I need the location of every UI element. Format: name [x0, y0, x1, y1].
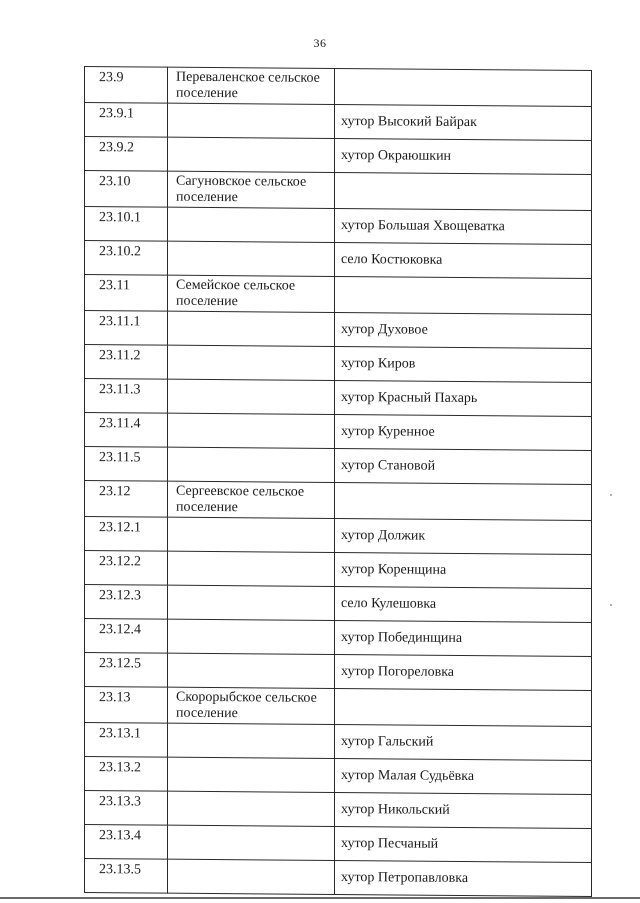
row-settlement-cell: хутор Коренщина	[335, 552, 592, 588]
row-municipality-cell	[168, 241, 335, 276]
row-municipality-cell	[168, 517, 335, 552]
table-row-settlement-group	[85, 171, 592, 211]
table-row-settlement	[85, 585, 592, 623]
table-row-settlement	[85, 103, 592, 141]
row-code-cell: 23.9.1	[85, 103, 168, 138]
table-row-settlement	[85, 311, 592, 349]
row-municipality-cell	[168, 103, 335, 138]
row-code-cell: 23.10.1	[85, 207, 168, 242]
table-row-settlement	[85, 825, 592, 863]
row-municipality-cell: Сагуновское сельское поселение	[168, 171, 335, 208]
row-settlement-cell: хутор Куренное	[335, 414, 592, 450]
row-code-cell: 23.13.5	[85, 859, 168, 894]
row-code-cell: 23.11.2	[85, 345, 168, 380]
table-row-settlement	[85, 619, 592, 657]
row-code-cell: 23.10	[85, 171, 168, 208]
row-code-cell: 23.11.5	[85, 447, 168, 482]
row-municipality-cell: Семейское сельское поселение	[168, 275, 335, 312]
row-settlement-cell: село Костюковка	[335, 242, 592, 278]
settlement-table-container	[84, 66, 592, 897]
row-code-cell: 23.11	[85, 275, 168, 312]
row-code-cell: 23.12.1	[85, 517, 168, 552]
row-settlement-cell	[335, 688, 592, 726]
table-row-settlement	[85, 517, 592, 555]
row-municipality-cell	[168, 859, 335, 894]
row-code-cell: 23.11.4	[85, 413, 168, 448]
page-number: 36	[313, 36, 327, 50]
row-settlement-cell: хутор Погореловка	[335, 654, 592, 690]
row-settlement-cell	[335, 482, 592, 520]
row-municipality-cell: Переваленское сельское поселение	[168, 67, 335, 104]
row-municipality-cell	[168, 447, 335, 482]
table-row-settlement	[85, 207, 592, 245]
row-settlement-cell: хутор Духовое	[335, 312, 592, 348]
table-row-settlement	[85, 859, 592, 897]
row-code-cell: 23.12.2	[85, 551, 168, 586]
row-municipality-cell	[168, 551, 335, 586]
row-municipality-cell	[168, 311, 335, 346]
row-settlement-cell: хутор Малая Судьёвка	[335, 758, 592, 794]
table-row-settlement	[85, 723, 592, 761]
row-settlement-cell: хутор Окраюшкин	[335, 138, 592, 174]
row-settlement-cell	[335, 172, 592, 210]
row-municipality-cell	[168, 345, 335, 380]
row-municipality-cell	[168, 413, 335, 448]
row-municipality-cell	[168, 757, 335, 792]
row-municipality-cell	[168, 723, 335, 758]
table-row-settlement	[85, 551, 592, 589]
row-code-cell: 23.12.3	[85, 585, 168, 620]
row-municipality-cell	[168, 825, 335, 860]
row-code-cell: 23.11.3	[85, 379, 168, 414]
row-settlement-cell	[335, 68, 592, 106]
row-code-cell: 23.13.4	[85, 825, 168, 860]
table-row-settlement	[85, 653, 592, 691]
row-municipality-cell	[168, 379, 335, 414]
row-settlement-cell: хутор Красный Пахарь	[335, 380, 592, 416]
row-settlement-cell: хутор Побединщина	[335, 620, 592, 656]
row-settlement-cell: хутор Должик	[335, 518, 592, 554]
row-settlement-cell: хутор Песчаный	[335, 826, 592, 862]
row-code-cell: 23.12.4	[85, 619, 168, 654]
row-settlement-cell: хутор Гальский	[335, 724, 592, 760]
row-code-cell: 23.12.5	[85, 653, 168, 688]
row-settlement-cell: хутор Петропавловка	[335, 860, 592, 896]
row-settlement-cell: хутор Высокий Байрак	[335, 104, 592, 140]
table-row-settlement	[85, 757, 592, 795]
row-municipality-cell	[168, 791, 335, 826]
row-municipality-cell: Скорорыбское сельское поселение	[168, 687, 335, 724]
table-row-settlement	[85, 791, 592, 829]
table-row-settlement	[85, 241, 592, 279]
row-code-cell: 23.9.2	[85, 137, 168, 172]
table-body	[85, 67, 592, 897]
scan-speck	[610, 604, 612, 606]
row-code-cell: 23.13.2	[85, 757, 168, 792]
row-code-cell: 23.12	[85, 481, 168, 518]
row-code-cell: 23.10.2	[85, 241, 168, 276]
settlement-table	[84, 66, 592, 897]
table-row-settlement	[85, 379, 592, 417]
table-row-settlement-group	[85, 275, 592, 315]
row-code-cell: 23.13.1	[85, 723, 168, 758]
row-municipality-cell	[168, 585, 335, 620]
row-code-cell: 23.13	[85, 687, 168, 724]
table-row-settlement	[85, 447, 592, 485]
table-row-settlement-group	[85, 481, 592, 521]
row-settlement-cell: хутор Большая Хвощеватка	[335, 208, 592, 244]
row-settlement-cell: хутор Киров	[335, 346, 592, 382]
row-code-cell: 23.13.3	[85, 791, 168, 826]
table-row-settlement	[85, 137, 592, 175]
row-settlement-cell	[335, 276, 592, 314]
row-settlement-cell: хутор Никольский	[335, 792, 592, 828]
table-row-settlement-group	[85, 687, 592, 727]
row-municipality-cell	[168, 207, 335, 242]
row-code-cell: 23.11.1	[85, 311, 168, 346]
row-municipality-cell	[168, 619, 335, 654]
table-row-settlement	[85, 413, 592, 451]
row-settlement-cell: село Кулешовка	[335, 586, 592, 622]
row-municipality-cell	[168, 653, 335, 688]
row-municipality-cell	[168, 137, 335, 172]
row-settlement-cell: хутор Становой	[335, 448, 592, 484]
scan-bottom-edge	[0, 897, 640, 899]
row-code-cell: 23.9	[85, 67, 168, 104]
table-row-settlement-group	[85, 67, 592, 107]
table-row-settlement	[85, 345, 592, 383]
row-municipality-cell: Сергеевское сельское поселение	[168, 481, 335, 518]
scan-speck	[610, 494, 612, 496]
